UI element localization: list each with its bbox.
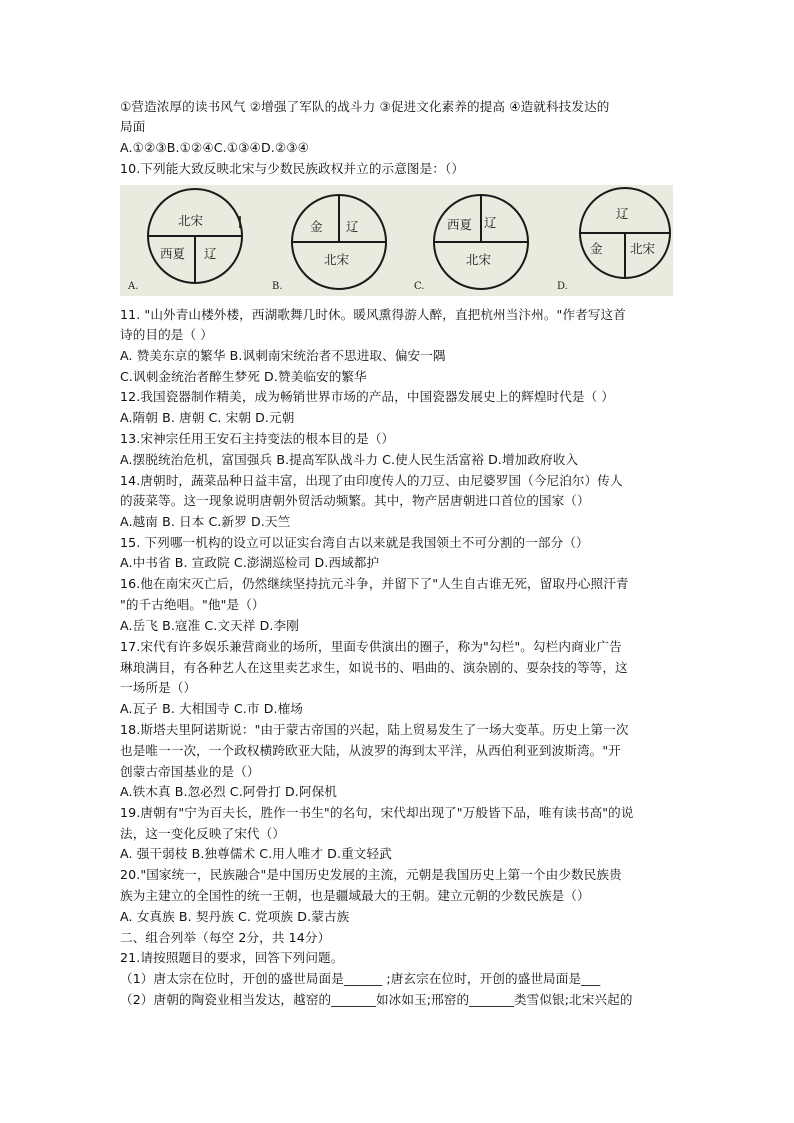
text-line: 法，这一变化反映了宋代（） xyxy=(120,826,286,841)
text-line: "的千古绝唱。"他"是（） xyxy=(120,597,265,612)
text-line: 一场所是（） xyxy=(120,680,197,695)
option-c-diagram xyxy=(434,195,528,289)
text-line: （1）唐太宗在位时，开创的盛世局面是______ ;唐玄宗在位时，开创的盛世局面是___ xyxy=(120,971,601,986)
option-a-diagram xyxy=(148,189,242,283)
option-b-diagram xyxy=(292,195,386,289)
text-line: A. 赞美东京的繁华 B.讽刺南宋统治者不思进取、偏安一隅 xyxy=(120,348,446,363)
text-line: A. 强干弱枝 B.独尊儒术 C.用人唯才 D.重文轻武 xyxy=(120,846,392,861)
a-liao: 辽 xyxy=(204,246,217,261)
question-12: 12.我国瓷器制作精美，成为畅销世界市场的产品，中国瓷器发展史上的辉煌时代是（ ） xyxy=(120,389,615,404)
text-line: A.岳飞 B.寇准 C.文天祥 D.李刚 xyxy=(120,618,299,633)
text-line: C.讽刺金统治者醉生梦死 D.赞美临安的繁华 xyxy=(120,369,367,384)
text-line: A.铁木真 B.忽必烈 C.阿骨打 D.阿保机 xyxy=(120,784,337,799)
option-a-label: A. xyxy=(128,281,139,292)
text-line: A.①②③B.①②④C.①③④D.②③④ xyxy=(120,140,310,155)
question-17: 17.宋代有许多娱乐兼营商业的场所，里面专供演出的圈子，称为"勾栏"。勾栏内商业广告 xyxy=(120,639,622,654)
question-21: 21.请按照题目的要求，回答下列问题。 xyxy=(120,950,344,965)
q10-diagram xyxy=(120,185,673,296)
section-heading: 二、组合列举（每空 2分，共 14分） xyxy=(120,930,331,945)
text-line: A.中书省 B. 宣政院 C.澎湖巡检司 D.西域都护 xyxy=(120,555,380,570)
d-liao: 辽 xyxy=(616,206,629,221)
option-c-label: C. xyxy=(414,281,425,292)
question-11: 11. "山外青山楼外楼，西湖歌舞几时休。暖风熏得游人醉，直把杭州当汴州。"作者写这首 xyxy=(120,307,626,322)
d-north-song: 北宋 xyxy=(630,241,656,256)
text-line: 琳琅满目，有各种艺人在这里卖艺求生，如说书的、唱曲的、演杂剧的、耍杂技的等等，这 xyxy=(120,660,628,675)
question-13: 13.宋神宗任用王安石主持变法的根本目的是（） xyxy=(120,431,395,446)
a-north-song: 北宋 xyxy=(178,213,204,228)
question-16: 16.他在南宋灭亡后，仍然继续坚持抗元斗争，并留下了"人生自古谁无死，留取丹心照汗青 xyxy=(120,576,629,591)
text-line: 创蒙古帝国基业的是（） xyxy=(120,764,260,779)
option-d-label: D. xyxy=(557,281,568,292)
c-xixia: 西夏 xyxy=(447,217,473,232)
question-14: 14.唐朝时，蔬菜品种日益丰富，出现了由印度传人的刀豆、由尼婆罗国（今尼泊尔）传人 xyxy=(120,473,623,488)
question-10: 10.下列能大致反映北宋与少数民族政权并立的示意图是：（） xyxy=(120,161,465,176)
text-line: 诗的目的是（ ） xyxy=(120,327,213,342)
c-liao: 辽 xyxy=(484,215,497,230)
b-liao: 辽 xyxy=(346,219,359,234)
text-line: 族为主建立的全国性的统一王朝，也是疆域最大的王朝。建立元朝的少数民族是（） xyxy=(120,888,590,903)
a-xixia: 西夏 xyxy=(160,246,186,261)
text-line: A.摆脱统治危机，富国强兵 B.提高军队战斗力 C.使人民生活富裕 D.增加政府收入 xyxy=(120,452,579,467)
question-15: 15. 下列哪一机构的设立可以证实台湾自古以来就是我国领土不可分割的一部分（） xyxy=(120,535,589,550)
question-18: 18.斯塔夫里阿诺斯说："由于蒙古帝国的兴起，陆上贸易发生了一场大变革。历史上第一次 xyxy=(120,722,629,737)
option-b-label: B. xyxy=(272,281,283,292)
option-d-diagram xyxy=(580,188,670,278)
b-jin: 金 xyxy=(310,219,323,234)
text-line: 也是唯一一次，一个政权横跨欧亚大陆，从波罗的海到太平洋，从西伯利亚到波斯湾。"开 xyxy=(120,743,621,758)
c-north-song: 北宋 xyxy=(466,252,492,267)
text-line: A.越南 B. 日本 C.新罗 D.天竺 xyxy=(120,514,291,529)
text-line: 的菠菜等。这一现象说明唐朝外贸活动频繁。其中，物产居唐朝进口首位的国家（） xyxy=(120,493,590,508)
question-19: 19.唐朝有"宁为百夫长，胜作一书生"的名句，宋代却出现了"万般皆下品，唯有读书高"的说 xyxy=(120,805,634,820)
text-line: ①营造浓厚的读书风气 ②增强了军队的战斗力 ③促进文化素养的提高 ④造就科技发达的 xyxy=(120,99,610,114)
d-jin: 金 xyxy=(590,241,603,256)
text-line: （2）唐朝的陶瓷业相当发达，越窑的_______如冰如玉;邢窑的_______类雪似银;北宋兴起的 xyxy=(120,992,633,1007)
text-line: A.瓦子 B. 大相国寺 C.市 D.榷场 xyxy=(120,701,303,716)
text-line: A.隋朝 B. 唐朝 C. 宋朝 D.元朝 xyxy=(120,410,295,425)
text-line: 局面 xyxy=(120,119,146,134)
b-north-song: 北宋 xyxy=(324,252,350,267)
text-line: A. 女真族 B. 契丹族 C. 党项族 D.蒙古族 xyxy=(120,909,350,924)
question-20: 20."国家统一，民族融合"是中国历史发展的主流，元朝是我国历史上第一个由少数民族贵 xyxy=(120,867,622,882)
